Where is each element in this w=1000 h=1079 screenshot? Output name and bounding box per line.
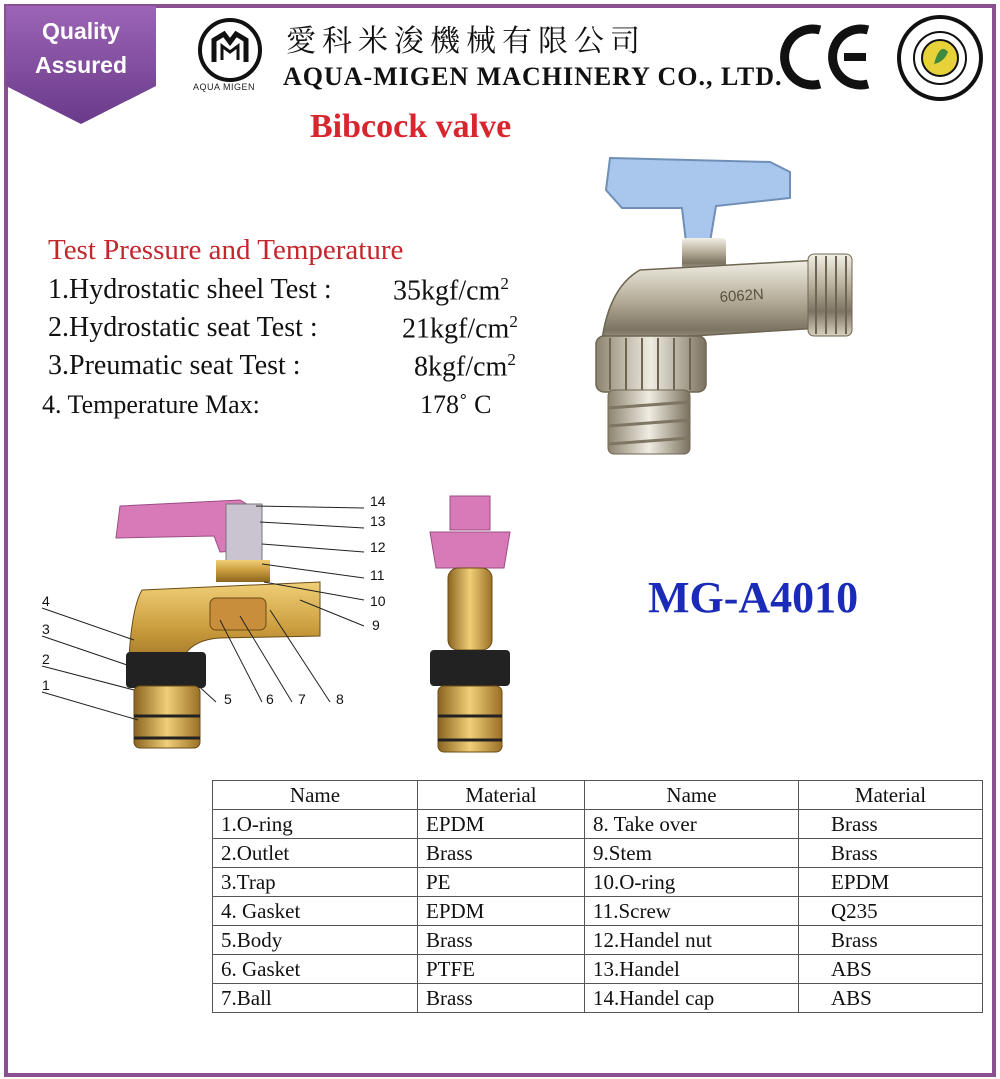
specs-heading: Test Pressure and Temperature <box>48 234 404 266</box>
logo-caption: AQUA MIGEN <box>192 82 255 92</box>
bcs-certification-seal-icon <box>896 14 984 102</box>
table-row: 4. Gasket EPDM 11.Screw Q235 <box>213 897 983 926</box>
spec-row-4 <box>42 390 492 420</box>
table-row: 7.Ball Brass 14.Handel cap ABS <box>213 984 983 1013</box>
callout-10: 10 <box>370 593 386 609</box>
spec-label: 2.Hydrostatic seat Test : <box>48 312 318 343</box>
column-header: Material <box>799 781 983 810</box>
callout-2: 2 <box>42 651 50 667</box>
callout-12: 12 <box>370 539 386 555</box>
callout-3: 3 <box>42 621 50 637</box>
badge-line-2: Assured <box>34 52 128 78</box>
spec-label: 1.Hydrostatic sheel Test : <box>48 274 332 305</box>
quality-assured-text <box>6 14 156 82</box>
callout-13: 13 <box>370 513 386 529</box>
spec-value: 178˚ C <box>420 390 492 419</box>
callout-8: 8 <box>336 691 344 707</box>
callout-9: 9 <box>372 617 380 633</box>
table-row: 5.Body Brass 12.Handel nut Brass <box>213 926 983 955</box>
callout-11: 11 <box>370 567 385 583</box>
spec-row-3 <box>48 350 516 383</box>
model-number: MG-A4010 <box>648 573 859 622</box>
table-row: 6. Gasket PTFE 13.Handel ABS <box>213 955 983 984</box>
column-header: Name <box>213 781 418 810</box>
spec-row-2 <box>48 312 518 345</box>
callout-5: 5 <box>224 691 232 707</box>
company-name-english: AQUA-MIGEN MACHINERY CO., LTD. <box>283 62 783 91</box>
product-title: Bibcock valve <box>310 108 512 145</box>
spec-label: 3.Preumatic seat Test : <box>48 350 301 381</box>
table-row: 3.Trap PE 10.O-ring EPDM <box>213 868 983 897</box>
spec-value: $8kgf/cm^2$ <box>414 350 516 383</box>
ce-mark-icon <box>778 22 874 92</box>
callout-1: 1 <box>42 677 50 693</box>
spec-label: 4. Temperature Max: <box>42 390 260 419</box>
badge-line-1: Quality <box>42 18 120 44</box>
callout-14: 14 <box>370 493 386 509</box>
bibcock-valve-photo <box>570 150 860 460</box>
company-name-chinese: 愛科米浚機械有限公司 <box>286 25 646 58</box>
spec-value: $21kgf/cm^2$ <box>402 312 518 345</box>
column-header: Name <box>585 781 799 810</box>
side-view-diagram <box>420 492 520 758</box>
table-header-row <box>213 781 983 810</box>
table-row: 2.Outlet Brass 9.Stem Brass <box>213 839 983 868</box>
parts-table <box>212 780 983 1013</box>
callout-4: 4 <box>42 593 50 609</box>
callout-6: 6 <box>266 691 274 707</box>
column-header: Material <box>418 781 585 810</box>
valve-engraving: 6062N <box>719 285 765 306</box>
spec-row-1 <box>48 274 509 307</box>
callout-7: 7 <box>298 691 306 707</box>
table-row: 1.O-ring EPDM 8. Take over Brass <box>213 810 983 839</box>
spec-value: $35kgf/cm^2$ <box>393 274 509 307</box>
cross-section-diagram <box>30 490 400 760</box>
